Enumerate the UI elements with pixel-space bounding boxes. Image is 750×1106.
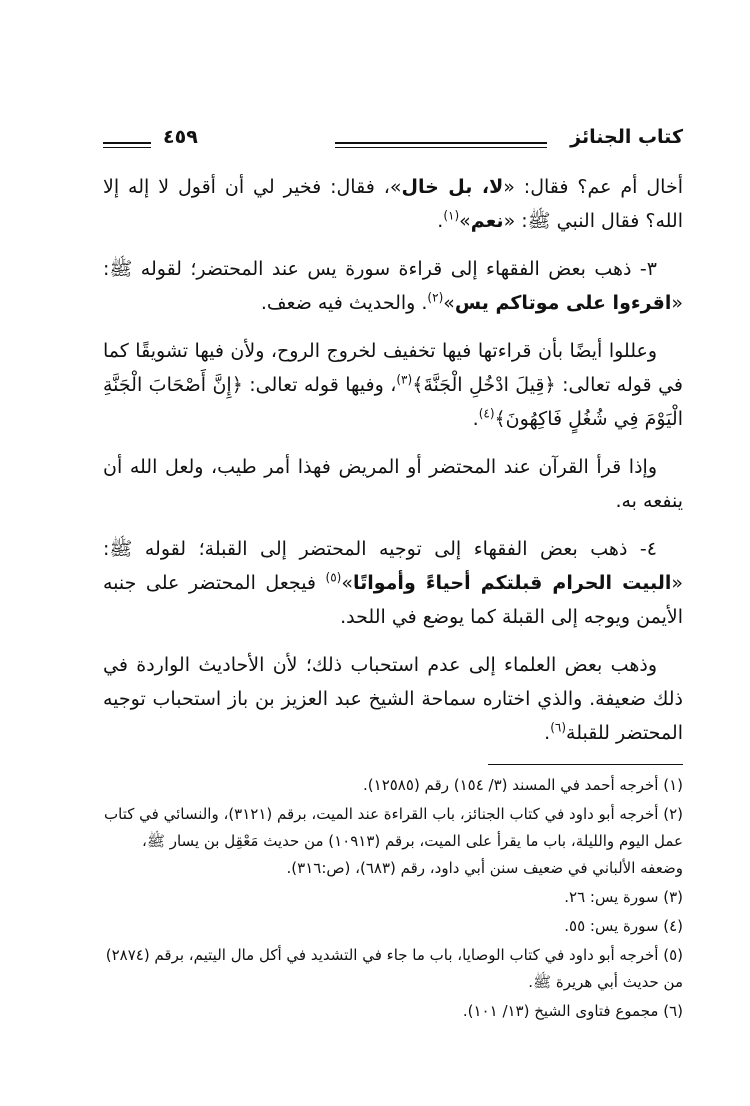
footnote-1: (١) أخرجه أحمد في المسند (٣/ ١٥٤) رقم (١٢٥٨٥). bbox=[363, 776, 683, 794]
footnotes bbox=[103, 772, 683, 1027]
text-run: . bbox=[437, 210, 444, 232]
text-run: فيجعل المحتضر على جنبه الأيمن ويوجه إلى القبلة كما يوضع في اللحد. bbox=[103, 572, 683, 628]
footnote-ref[interactable]: (٦) bbox=[550, 720, 567, 735]
text-run: أخال أم عم؟ فقال: « bbox=[503, 176, 683, 198]
footnote-ref[interactable]: (٤) bbox=[478, 406, 495, 421]
footnote-6: (٦) مجموع فتاوى الشيخ (١٣/ ١٠١). bbox=[462, 1002, 683, 1020]
paragraph-6 bbox=[103, 648, 683, 750]
header-rule-right bbox=[335, 142, 547, 148]
text-run: وإذا قرأ القرآن عند المحتضر أو المريض فهذا أمر طيب، ولعل الله أن ينفعه به. bbox=[103, 456, 683, 512]
paragraph-2 bbox=[103, 252, 683, 320]
text-run: وعللوا أيضًا بأن قراءتها فيها تخفيف لخروج الروح، ولأن فيها تشويقًا كما في قوله تعالى: ﴿قِيلَ ادْخُلِ الْجَنَّةَ﴾ bbox=[103, 340, 683, 396]
main-text bbox=[103, 170, 683, 764]
footnote-ref[interactable]: (٥) bbox=[325, 570, 342, 585]
text-run: ٣- ذهب بعض الفقهاء إلى قراءة سورة يس عند المحتضر؛ لقوله ﷺ: « bbox=[103, 258, 683, 314]
footnote-4: (٤) سورة يس: ٥٥. bbox=[564, 917, 683, 935]
header-rule-left bbox=[103, 142, 151, 148]
text-run: . والحديث فيه ضعف. bbox=[260, 292, 428, 314]
hadith-quote: نعم bbox=[470, 210, 504, 232]
text-run: . bbox=[544, 722, 551, 744]
paragraph-3 bbox=[103, 334, 683, 436]
page-header bbox=[103, 122, 683, 162]
footnote-5: (٥) أخرجه أبو داود في كتاب الوصايا، باب ما جاء في التشديد في أكل مال اليتيم، برقم (٢٨٧٤) من حديث أبي هريرة ﷺ. bbox=[105, 946, 683, 991]
footnote-divider bbox=[488, 764, 683, 765]
text-run: » bbox=[443, 292, 455, 314]
text-run: . bbox=[472, 408, 479, 430]
footnote-2: (٢) أخرجه أبو داود في كتاب الجنائز، باب القراءة عند الميت، برقم (٣١٢١)، والنسائي في كتاب عمل اليوم والليلة، باب ما يقرأ على الميت، برقم (١٠٩١٣) من حديث مَعْقِل بن يسار ﷺ، وضعفه الألباني في ضعيف سنن أبي داود، رقم (٦٨٣)، (ص:٣١٦). bbox=[104, 805, 683, 877]
paragraph-1 bbox=[103, 170, 683, 238]
footnote-ref[interactable]: (٢) bbox=[427, 290, 444, 305]
paragraph-4 bbox=[103, 450, 683, 518]
paragraph-5 bbox=[103, 532, 683, 634]
text-run: »، فقال: فخير لي أن أقول لا إله إلا الله؟ فقال النبي ﷺ: « bbox=[103, 176, 683, 232]
footnote-3: (٣) سورة يس: ٢٦. bbox=[564, 888, 683, 906]
text-run: ، وفيها قوله تعالى: ﴿إِنَّ أَصْحَابَ الْجَنَّةِ الْيَوْمَ فِي شُغُلٍ فَاكِهُونَ﴾ bbox=[103, 374, 683, 430]
text-run: » bbox=[341, 572, 353, 594]
footnote-ref[interactable]: (٣) bbox=[396, 372, 413, 387]
text-run: » bbox=[459, 210, 471, 232]
page-number: ٤٥٩ bbox=[163, 126, 198, 148]
hadith-quote: البيت الحرام قبلتكم أحياءً وأمواتًا bbox=[352, 572, 672, 594]
hadith-quote: لا، بل خال bbox=[401, 176, 504, 198]
text-run: وذهب بعض العلماء إلى عدم استحباب ذلك؛ لأن الأحاديث الواردة في ذلك ضعيفة. والذي اختاره سماحة الشيخ عبد العزيز بن باز استحباب توجيه المحتضر للقبلة bbox=[103, 654, 683, 744]
text-run: ٤- ذهب بعض الفقهاء إلى توجيه المحتضر إلى القبلة؛ لقوله ﷺ: « bbox=[103, 538, 684, 594]
hadith-quote: اقرءوا على موتاكم يس bbox=[454, 292, 672, 314]
chapter-title: كتاب الجنائز bbox=[570, 126, 683, 148]
footnote-ref[interactable]: (١) bbox=[443, 208, 460, 223]
